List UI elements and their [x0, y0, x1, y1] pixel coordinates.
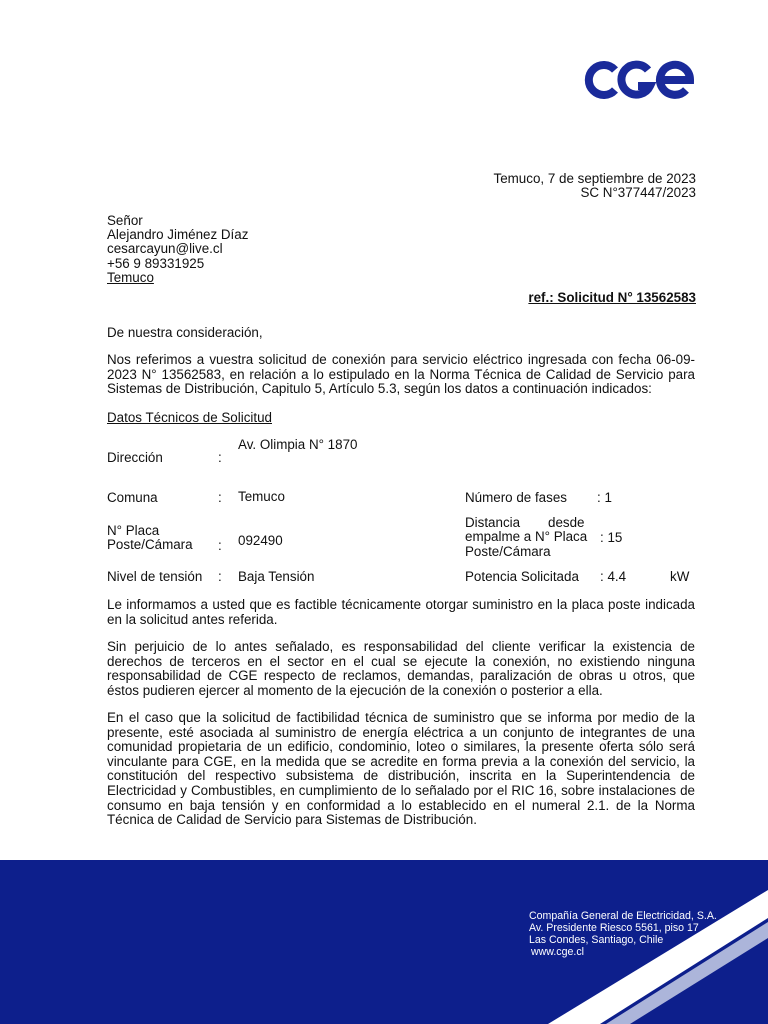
direccion-value: Av. Olimpia N° 1870	[238, 437, 358, 452]
reference-line: ref.: Solicitud N° 13562583	[528, 290, 696, 305]
recipient-name: Alejandro Jiménez Díaz	[107, 227, 249, 242]
paragraph-factibilidad: Le informamos a usted que es factible técnicamente otorgar suministro en la placa poste indicada en la solicitud antes referida.	[107, 597, 695, 627]
distancia-label-line2: empalme a N° Placa	[465, 529, 588, 544]
tension-colon: :	[218, 569, 222, 584]
direccion-label: Dirección	[107, 450, 163, 465]
distancia-label-line1: Distancia	[465, 515, 521, 530]
distancia-label-line1b: desde	[548, 515, 585, 530]
section-title: Datos Técnicos de Solicitud	[107, 410, 272, 425]
cge-logo	[582, 58, 694, 102]
fases-value: : 1	[597, 490, 612, 505]
placa-value: 092490	[238, 533, 283, 548]
place-date: Temuco, 7 de septiembre de 2023	[493, 171, 696, 186]
recipient-city: Temuco	[107, 270, 154, 285]
comuna-value: Temuco	[238, 489, 285, 504]
footer-address: Av. Presidente Riesco 5561, piso 17	[529, 922, 699, 934]
placa-colon: :	[218, 538, 222, 553]
paragraph-responsabilidad: Sin perjuicio de lo antes señalado, es responsabilidad del cliente verificar la existencia de derechos de terceros en el sector en el cual se ejecute la conexión, no existiendo ninguna responsabilidad de CGE respecto de reclamos, demandas, paralización de obras u otros, que éstos pudieren ejercer al momento de la ejecución de la conexión o posterior a ella.	[107, 639, 695, 698]
distancia-label-line3: Poste/Cámara	[465, 544, 551, 559]
comuna-colon: :	[218, 490, 222, 505]
footer-city: Las Condes, Santiago, Chile	[529, 934, 664, 946]
tension-value: Baja Tensión	[238, 569, 315, 584]
comuna-label: Comuna	[107, 490, 158, 505]
direccion-colon: :	[218, 450, 222, 465]
footer-band	[0, 860, 768, 1024]
recipient-email: cesarcayun@live.cl	[107, 241, 223, 256]
placa-label-line1: N° Placa	[107, 523, 160, 538]
footer-website-link[interactable]: www.cge.cl	[531, 946, 584, 958]
intro-paragraph: Nos referimos a vuestra solicitud de conexión para servicio eléctrico ingresada con fecha 06-09-2023 N° 13562583, en relación a lo estipulado en la Norma Técnica de Calidad de Servicio para Sistemas de Distribución, Capitulo 5, Artículo 5.3, según los datos a continuación indicados:	[107, 352, 695, 397]
recipient-phone: +56 9 89331925	[107, 256, 205, 271]
footer-contact	[529, 910, 717, 958]
tension-label: Nivel de tensión	[107, 569, 203, 584]
fases-label: Número de fases	[465, 490, 567, 505]
distancia-value: : 15	[600, 530, 623, 545]
placa-label-line2: Poste/Cámara	[107, 537, 193, 552]
potencia-value: : 4.4	[600, 569, 627, 584]
greeting: De nuestra consideración,	[107, 325, 263, 340]
potencia-label: Potencia Solicitada	[465, 569, 579, 584]
potencia-unit: kW	[670, 569, 690, 584]
sc-number: SC N°377447/2023	[580, 185, 696, 200]
recipient-salutation: Señor	[107, 213, 143, 228]
paragraph-comunidad: En el caso que la solicitud de factibilidad técnica de suministro que se informa por medio de la presente, esté asociada al suministro de energía eléctrica a un conjunto de integrantes de una comunidad propietaria de un edificio, condominio, loteo o similares, la presente oferta sólo será vinculante para CGE, en la medida que se acredite en forma previa a la conexión del servicio, la constitución del respectivo subsistema de distribución, inscrita en la Superintendencia de Electricidad y Combustibles, en cumplimiento de lo señalado por el RIC 16, sobre instalaciones de consumo en baja tensión y en conformidad a lo establecido en el numeral 2.1. de la Norma Técnica de Calidad de Servicio para Sistemas de Distribución.	[107, 710, 695, 828]
footer-company: Compañía General de Electricidad, S.A.	[529, 910, 717, 922]
